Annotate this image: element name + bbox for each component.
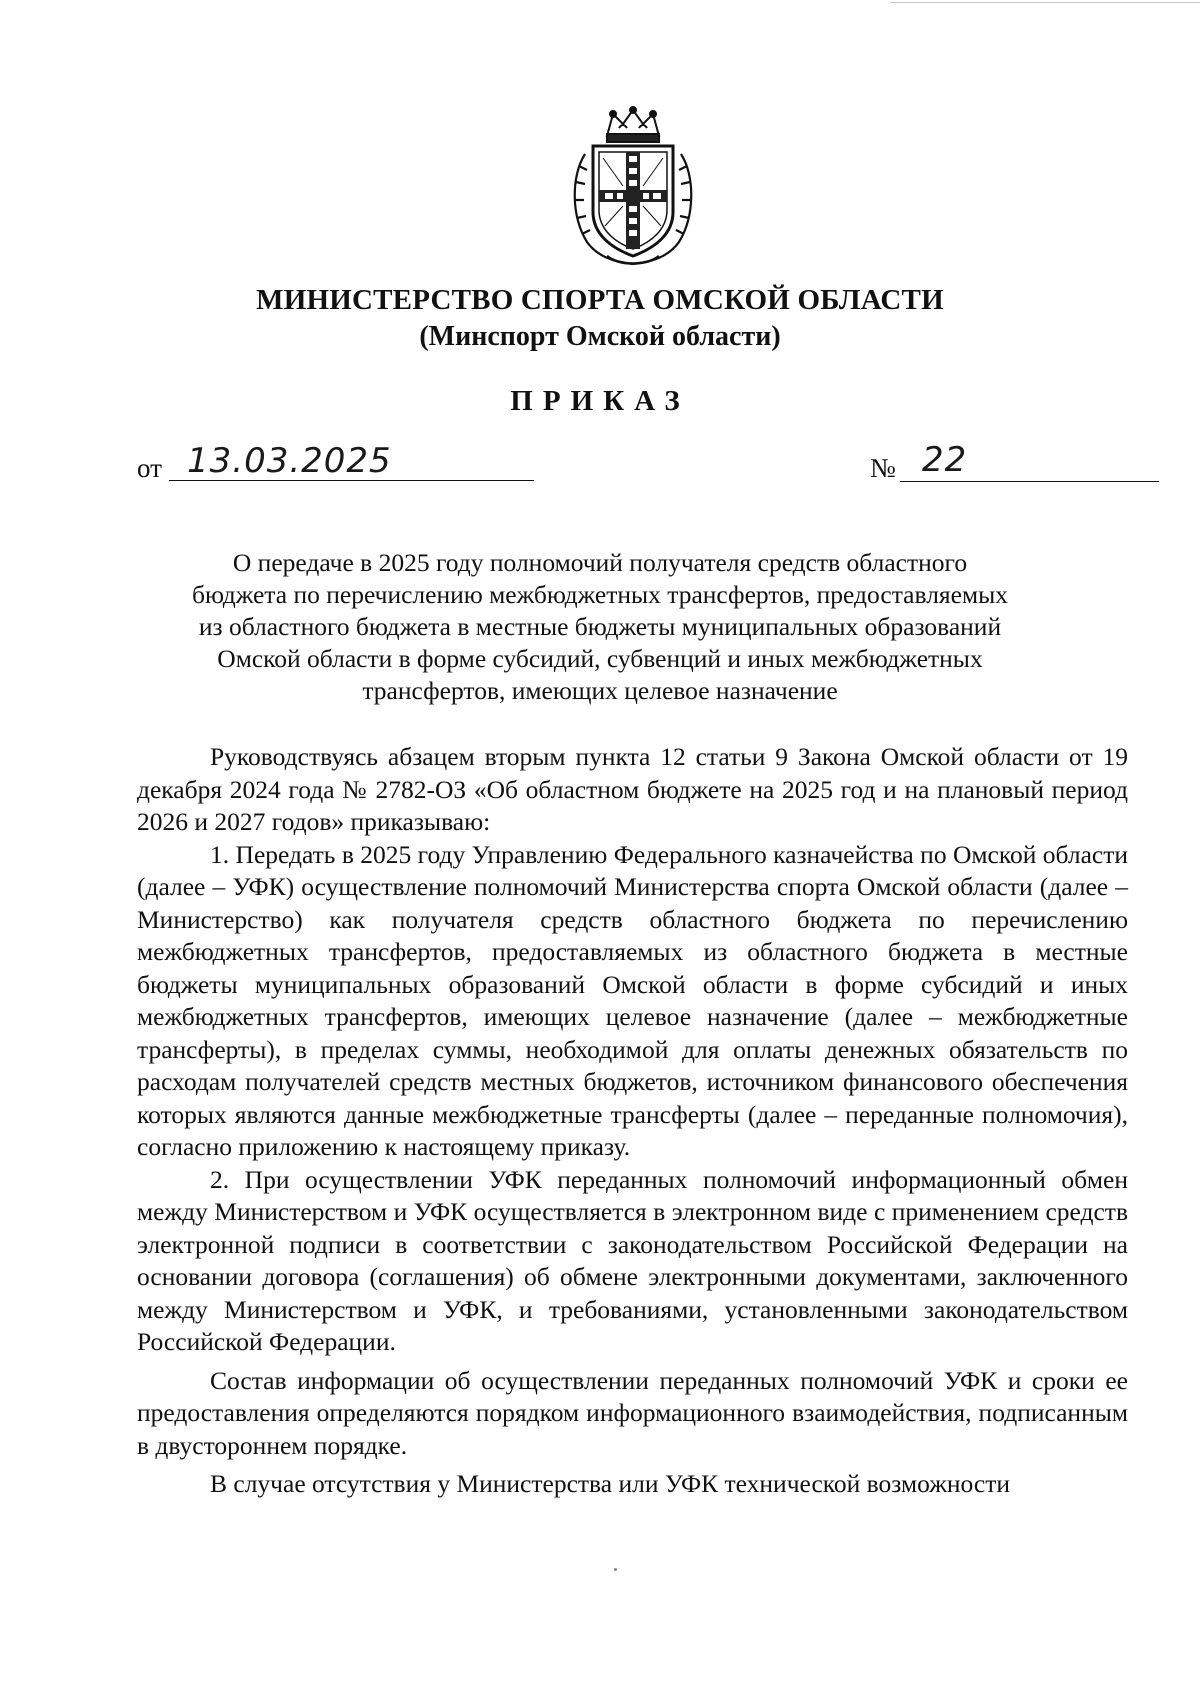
ministry-name: МИНИСТЕРСТВО СПОРТА ОМСКОЙ ОБЛАСТИ xyxy=(256,284,944,316)
date-value: 13.03.2025 xyxy=(187,441,392,481)
no-technical-capability-paragraph: В случае отсутствия у Министерства или УФК технической возможности xyxy=(210,1469,1011,1498)
number-underline xyxy=(900,481,1159,482)
document-number xyxy=(870,440,1130,487)
date-label: от xyxy=(137,453,162,483)
number-label: № xyxy=(870,453,896,483)
preamble-paragraph: Руководствуясь абзацем вторым пункта 12 статьи 9 Закона Омской области от 19 декабря 2024 года № 2782-ОЗ «Об областном бюджете на 2025 год и на плановый период 2026 и 2027 годов» приказываю: xyxy=(137,742,1128,836)
subject-line: трансфертов, имеющих целевое назначение xyxy=(362,676,838,705)
info-composition-paragraph: Состав информации об осуществлении переданных полномочий УФК и сроки ее предоставления определяются порядком информационного взаимодействия, подписанным в двустороннем порядке. xyxy=(137,1365,1128,1460)
subject-line: бюджета по перечислению межбюджетных трансфертов, предоставляемых xyxy=(192,580,1008,609)
document-type-title: ПРИКАЗ xyxy=(510,385,690,417)
clause-1-paragraph: 1. Передать в 2025 году Управлению Федерального казначейства по Омской области (далее – УФК) осуществление полномочий Министерства спорта Омской области (далее – Министерство) как получателя средств областного бюджета по перечислению межбюджетных трансфертов, предоставляемых из областного бюджета в местные бюджеты муниципальных образований Омской области в форме субсидий и иных межбюджетных трансфертов, имеющих целевое назначение (далее – межбюджетные трансферты), в пределах суммы, необходимой для оплаты денежных обязательств по расходам получателей средств местных бюджетов, источником финансового обеспечения которых являются данные межбюджетные трансферты (далее – переданные полномочия), согласно приложению к настоящему приказу. xyxy=(137,839,1128,1161)
ministry-header xyxy=(0,281,1200,355)
clause-2-paragraph: 2. При осуществлении УФК переданных полномочий информационный обмен между Министерством и УФК осуществляется в электронном виде с применением средств электронной подписи в соответствии с законодательством Российской Федерации на основании договора (соглашения) об обмене электронными документами, заключенного между Министерством и УФК, и требованиями, установленными законодательством Российской Федерации. xyxy=(137,1164,1128,1356)
ministry-short-name: (Минспорт Омской области) xyxy=(419,321,781,352)
order-body xyxy=(137,741,1128,1501)
subject-line: Омской области в форме субсидий, субвенций и иных межбюджетных xyxy=(217,644,983,673)
document-date xyxy=(137,441,407,487)
number-value: 22 xyxy=(922,440,968,480)
scan-dot xyxy=(614,1568,617,1571)
subject-line: из областного бюджета в местные бюджеты муниципальных образований xyxy=(198,612,1002,641)
subject-line: О передаче в 2025 году полномочий получателя средств областного xyxy=(232,548,968,577)
scan-edge-line xyxy=(890,2,1200,3)
omsk-region-coat-of-arms-icon xyxy=(567,106,699,268)
order-subject xyxy=(150,547,1050,707)
